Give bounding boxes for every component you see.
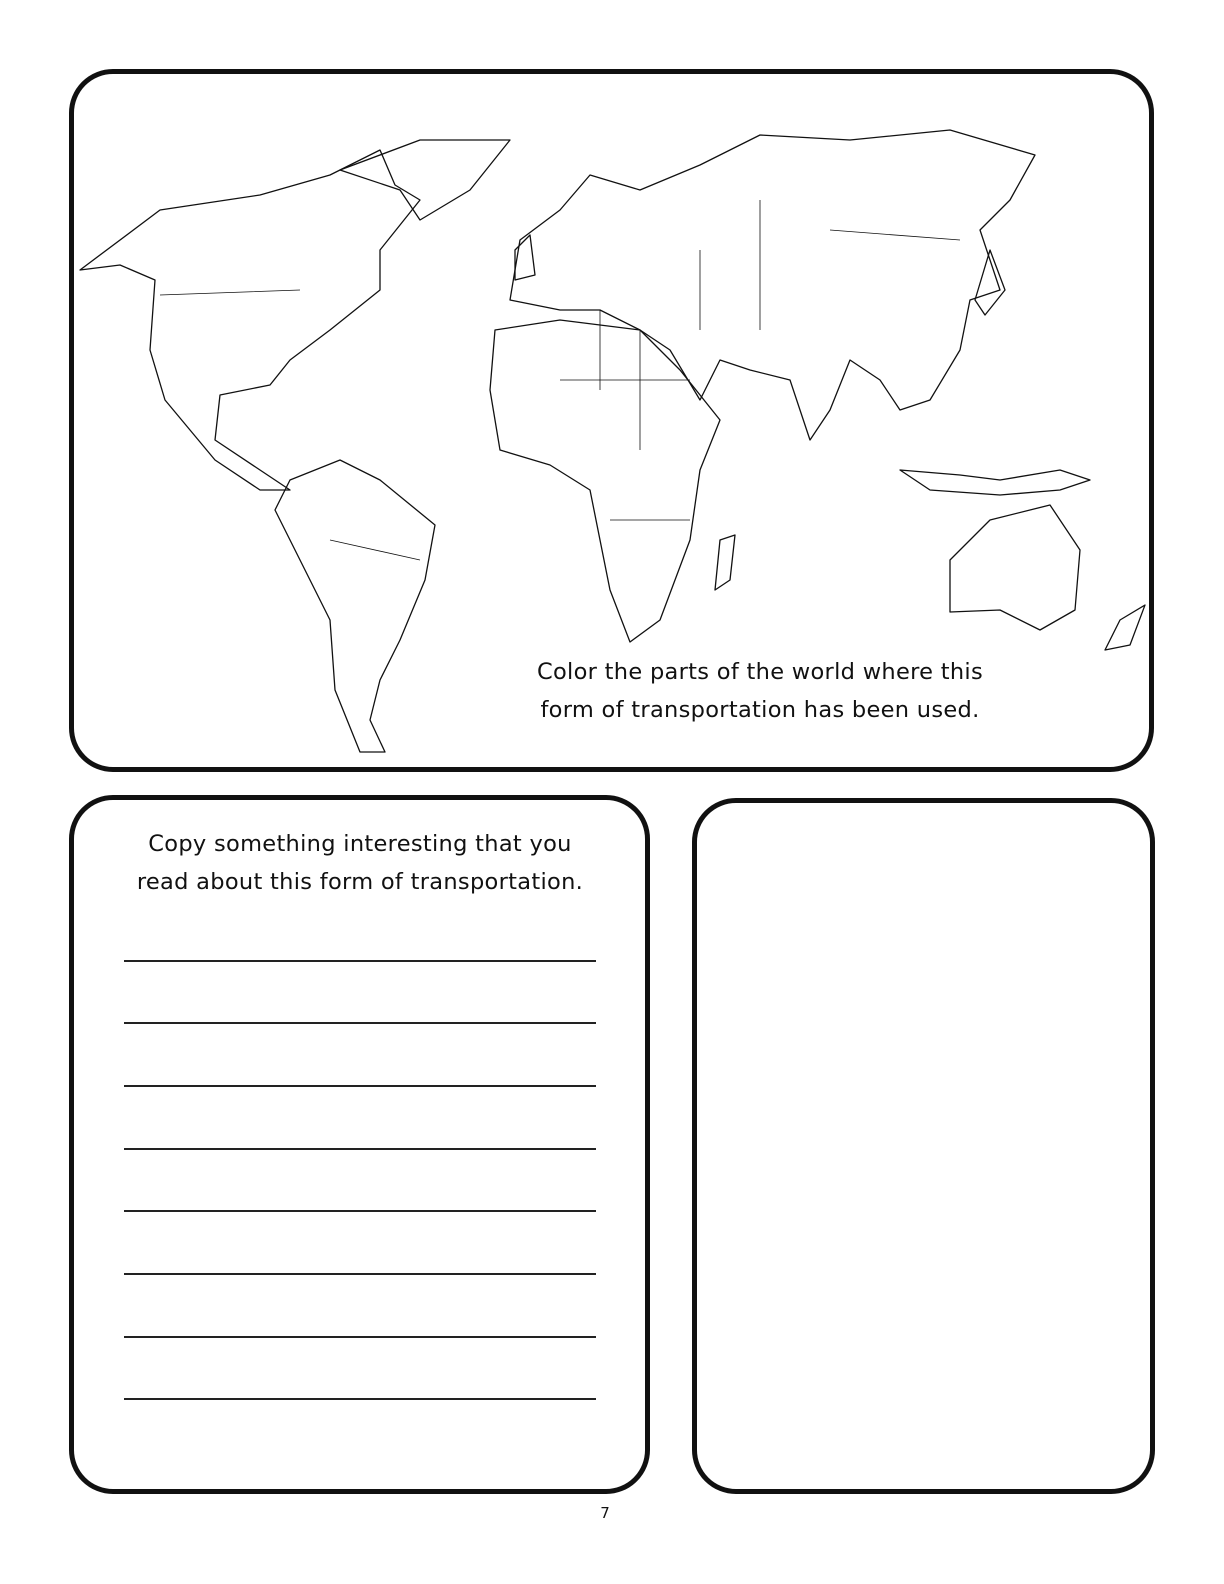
copy-instructions-line-2: read about this form of transportation. [136, 869, 584, 895]
writing-line[interactable] [124, 1210, 596, 1212]
writing-line[interactable] [124, 960, 596, 962]
map-instructions-line-2: form of transportation has been used. [540, 697, 980, 723]
writing-line[interactable] [124, 1398, 596, 1400]
page-number: 7 [600, 1504, 610, 1522]
writing-line[interactable] [124, 1336, 596, 1338]
writing-line[interactable] [124, 1148, 596, 1150]
writing-line[interactable] [124, 1085, 596, 1087]
writing-line[interactable] [124, 1273, 596, 1275]
writing-line[interactable] [124, 1022, 596, 1024]
copy-instructions-line-1: Copy something interesting that you [148, 831, 572, 857]
copy-instructions [100, 825, 620, 901]
drawing-panel[interactable] [692, 798, 1155, 1494]
map-instructions [500, 653, 1020, 729]
map-instructions-line-1: Color the parts of the world where this [536, 659, 984, 685]
